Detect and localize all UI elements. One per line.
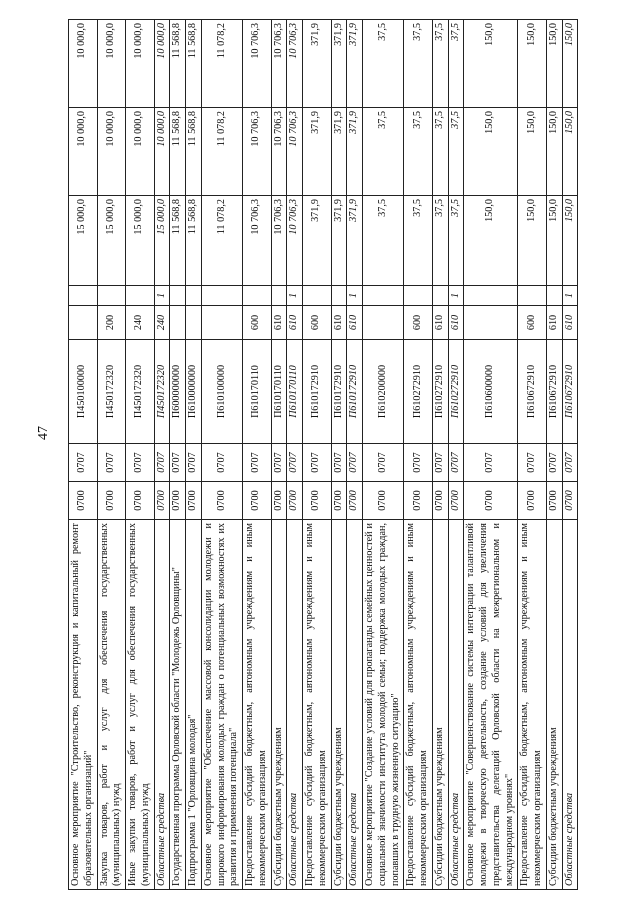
section-code-cell: 0700: [562, 482, 578, 520]
subsection-code-cell: 0707: [243, 444, 272, 482]
amount-col2-cell: 10 706,3: [287, 108, 303, 196]
table-row: [363, 20, 404, 890]
row-name-cell: Государственная программа Орловской области "Молодежь Орловщины": [170, 520, 186, 890]
amount-col2-cell: 150,0: [518, 108, 547, 196]
table-row: [287, 20, 303, 890]
target-article-cell: П610200000: [363, 340, 404, 444]
target-article-cell: П610272910: [404, 340, 433, 444]
table-row: [546, 20, 562, 890]
section-code-cell: 0700: [154, 482, 170, 520]
amount-col1-cell: 15 000,0: [69, 196, 98, 286]
table-row: [518, 20, 547, 890]
amount-col2-cell: 37,5: [448, 108, 464, 196]
expense-type-cell: 240: [126, 306, 155, 340]
expense-type-cell: 610: [287, 306, 303, 340]
source-flag-cell: [331, 286, 347, 306]
expense-type-cell: 610: [448, 306, 464, 340]
table-row: [170, 20, 186, 890]
section-code-cell: 0700: [546, 482, 562, 520]
source-flag-cell: [303, 286, 332, 306]
target-article-cell: П610672910: [518, 340, 547, 444]
amount-col1-cell: 15 000,0: [154, 196, 170, 286]
section-code-cell: 0700: [186, 482, 202, 520]
expense-type-cell: [69, 306, 98, 340]
section-code-cell: 0700: [432, 482, 448, 520]
amount-col3-cell: 11 568,8: [170, 20, 186, 108]
source-flag-cell: [69, 286, 98, 306]
section-code-cell: 0700: [303, 482, 332, 520]
row-name-cell: Предоставление субсидий бюджетным, автономным учреждениям и иным некоммерческим организациям: [404, 520, 433, 890]
amount-col2-cell: 37,5: [432, 108, 448, 196]
subsection-code-cell: 0707: [154, 444, 170, 482]
row-name-cell: Предоставление субсидий бюджетным, автономным учреждениям и иным некоммерческим организациям: [303, 520, 332, 890]
expense-type-cell: 610: [546, 306, 562, 340]
amount-col1-cell: 371,9: [303, 196, 332, 286]
subsection-code-cell: 0707: [432, 444, 448, 482]
amount-col2-cell: 10 000,0: [154, 108, 170, 196]
source-flag-cell: [186, 286, 202, 306]
subsection-code-cell: 0707: [287, 444, 303, 482]
target-article-cell: П450100000: [69, 340, 98, 444]
expense-type-cell: 610: [347, 306, 363, 340]
subsection-code-cell: 0707: [518, 444, 547, 482]
amount-col2-cell: 371,9: [347, 108, 363, 196]
amount-col2-cell: 11 568,8: [170, 108, 186, 196]
section-code-cell: 0700: [287, 482, 303, 520]
subsection-code-cell: 0707: [347, 444, 363, 482]
table-row: [347, 20, 363, 890]
row-name-cell: Предоставление субсидий бюджетным, автономным учреждениям и иным некоммерческим организациям: [518, 520, 547, 890]
amount-col3-cell: 150,0: [546, 20, 562, 108]
subsection-code-cell: 0707: [363, 444, 404, 482]
amount-col2-cell: 10 000,0: [97, 108, 126, 196]
amount-col2-cell: 10 000,0: [126, 108, 155, 196]
target-article-cell: П610272910: [448, 340, 464, 444]
row-name-cell: Областные средства: [287, 520, 303, 890]
amount-col2-cell: 150,0: [546, 108, 562, 196]
target-article-cell: П450172320: [154, 340, 170, 444]
target-article-cell: П600000000: [170, 340, 186, 444]
source-flag-cell: [518, 286, 547, 306]
source-flag-cell: [464, 286, 518, 306]
table-row: [464, 20, 518, 890]
amount-col1-cell: 371,9: [347, 196, 363, 286]
amount-col2-cell: 37,5: [404, 108, 433, 196]
amount-col3-cell: 10 706,3: [271, 20, 287, 108]
amount-col1-cell: 150,0: [562, 196, 578, 286]
amount-col1-cell: 10 706,3: [287, 196, 303, 286]
section-code-cell: 0700: [347, 482, 363, 520]
target-article-cell: П610000000: [186, 340, 202, 444]
table-row: [448, 20, 464, 890]
section-code-cell: 0700: [271, 482, 287, 520]
table-row: [69, 20, 98, 890]
expense-type-cell: 600: [518, 306, 547, 340]
section-code-cell: 0700: [170, 482, 186, 520]
amount-col1-cell: 10 706,3: [271, 196, 287, 286]
budget-table: [68, 19, 578, 890]
row-name-cell: Подпрограмма 1 "Орловщина молодая": [186, 520, 202, 890]
target-article-cell: П610172910: [303, 340, 332, 444]
amount-col3-cell: 11 078,2: [201, 20, 242, 108]
subsection-code-cell: 0707: [448, 444, 464, 482]
section-code-cell: 0700: [69, 482, 98, 520]
amount-col3-cell: 371,9: [347, 20, 363, 108]
amount-col1-cell: 37,5: [432, 196, 448, 286]
amount-col2-cell: 11 568,8: [186, 108, 202, 196]
table-body: [69, 20, 578, 890]
expense-type-cell: 610: [271, 306, 287, 340]
row-name-cell: Субсидии бюджетным учреждениям: [546, 520, 562, 890]
section-code-cell: 0700: [448, 482, 464, 520]
target-article-cell: П610172910: [331, 340, 347, 444]
subsection-code-cell: 0707: [201, 444, 242, 482]
target-article-cell: П610170110: [287, 340, 303, 444]
amount-col3-cell: 11 568,8: [186, 20, 202, 108]
table-row: [154, 20, 170, 890]
amount-col2-cell: 10 706,3: [271, 108, 287, 196]
table-row: [562, 20, 578, 890]
row-name-cell: Основное мероприятие "Создание условий для пропаганды семейных ценностей и социальной значимости института молодой семьи; поддержка молодых граждан, попавших в трудную жизненную ситуацию": [363, 520, 404, 890]
amount-col1-cell: 11 568,8: [170, 196, 186, 286]
section-code-cell: 0700: [243, 482, 272, 520]
amount-col3-cell: 10 000,0: [69, 20, 98, 108]
source-flag-cell: [404, 286, 433, 306]
expense-type-cell: 600: [243, 306, 272, 340]
source-flag-cell: 1: [347, 286, 363, 306]
amount-col3-cell: 150,0: [464, 20, 518, 108]
section-code-cell: 0700: [126, 482, 155, 520]
amount-col1-cell: 11 568,8: [186, 196, 202, 286]
source-flag-cell: [432, 286, 448, 306]
amount-col1-cell: 11 078,2: [201, 196, 242, 286]
section-code-cell: 0700: [404, 482, 433, 520]
amount-col3-cell: 371,9: [331, 20, 347, 108]
amount-col1-cell: 371,9: [331, 196, 347, 286]
table-row: [404, 20, 433, 890]
amount-col1-cell: 150,0: [518, 196, 547, 286]
row-name-cell: Областные средства: [448, 520, 464, 890]
amount-col3-cell: 10 706,3: [287, 20, 303, 108]
target-article-cell: П610170110: [243, 340, 272, 444]
amount-col2-cell: 10 000,0: [69, 108, 98, 196]
row-name-cell: Субсидии бюджетным учреждениям: [271, 520, 287, 890]
table-row: [303, 20, 332, 890]
amount-col2-cell: 150,0: [562, 108, 578, 196]
amount-col2-cell: 371,9: [331, 108, 347, 196]
amount-col3-cell: 37,5: [363, 20, 404, 108]
subsection-code-cell: 0707: [271, 444, 287, 482]
source-flag-cell: [126, 286, 155, 306]
target-article-cell: П610172910: [347, 340, 363, 444]
target-article-cell: П610672910: [562, 340, 578, 444]
target-article-cell: П610600000: [464, 340, 518, 444]
amount-col2-cell: 371,9: [303, 108, 332, 196]
section-code-cell: 0700: [97, 482, 126, 520]
subsection-code-cell: 0707: [186, 444, 202, 482]
subsection-code-cell: 0707: [546, 444, 562, 482]
section-code-cell: 0700: [201, 482, 242, 520]
expense-type-cell: 600: [303, 306, 332, 340]
target-article-cell: П610100000: [201, 340, 242, 444]
row-name-cell: Основное мероприятие "Строительство, реконструкция и капитальный ремонт образовательных организаций": [69, 520, 98, 890]
amount-col1-cell: 37,5: [448, 196, 464, 286]
source-flag-cell: [243, 286, 272, 306]
row-name-cell: Субсидии бюджетным учреждениям: [331, 520, 347, 890]
subsection-code-cell: 0707: [303, 444, 332, 482]
table-row: [186, 20, 202, 890]
amount-col1-cell: 37,5: [404, 196, 433, 286]
page-number: 47: [36, 426, 51, 440]
amount-col1-cell: 37,5: [363, 196, 404, 286]
source-flag-cell: [201, 286, 242, 306]
amount-col3-cell: 37,5: [448, 20, 464, 108]
target-article-cell: П610272910: [432, 340, 448, 444]
target-article-cell: П450172320: [97, 340, 126, 444]
amount-col3-cell: 10 000,0: [126, 20, 155, 108]
amount-col3-cell: 150,0: [518, 20, 547, 108]
subsection-code-cell: 0707: [97, 444, 126, 482]
subsection-code-cell: 0707: [69, 444, 98, 482]
expense-type-cell: 610: [331, 306, 347, 340]
amount-col2-cell: 150,0: [464, 108, 518, 196]
subsection-code-cell: 0707: [464, 444, 518, 482]
expense-type-cell: [363, 306, 404, 340]
source-flag-cell: [170, 286, 186, 306]
section-code-cell: 0700: [331, 482, 347, 520]
amount-col3-cell: 371,9: [303, 20, 332, 108]
expense-type-cell: [201, 306, 242, 340]
row-name-cell: Субсидии бюджетным учреждениям: [432, 520, 448, 890]
expense-type-cell: 240: [154, 306, 170, 340]
expense-type-cell: [186, 306, 202, 340]
section-code-cell: 0700: [518, 482, 547, 520]
source-flag-cell: [546, 286, 562, 306]
amount-col1-cell: 15 000,0: [97, 196, 126, 286]
section-code-cell: 0700: [464, 482, 518, 520]
expense-type-cell: [464, 306, 518, 340]
table-row: [331, 20, 347, 890]
amount-col3-cell: 10 706,3: [243, 20, 272, 108]
source-flag-cell: 1: [287, 286, 303, 306]
subsection-code-cell: 0707: [170, 444, 186, 482]
expense-type-cell: 610: [432, 306, 448, 340]
source-flag-cell: 1: [448, 286, 464, 306]
amount-col3-cell: 10 000,0: [154, 20, 170, 108]
amount-col3-cell: 10 000,0: [97, 20, 126, 108]
amount-col1-cell: 15 000,0: [126, 196, 155, 286]
amount-col1-cell: 10 706,3: [243, 196, 272, 286]
source-flag-cell: [271, 286, 287, 306]
row-name-cell: Закупка товаров, работ и услуг для обеспечения государственных (муниципальных) нужд: [97, 520, 126, 890]
table-row: [432, 20, 448, 890]
target-article-cell: П610672910: [546, 340, 562, 444]
target-article-cell: П610170110: [271, 340, 287, 444]
amount-col3-cell: 37,5: [432, 20, 448, 108]
section-code-cell: 0700: [363, 482, 404, 520]
amount-col3-cell: 37,5: [404, 20, 433, 108]
row-name-cell: Областные средства: [562, 520, 578, 890]
expense-type-cell: 200: [97, 306, 126, 340]
expense-type-cell: 600: [404, 306, 433, 340]
source-flag-cell: 1: [562, 286, 578, 306]
subsection-code-cell: 0707: [126, 444, 155, 482]
row-name-cell: Основное мероприятие "Обеспечение массовой консолидации молодежи и широкого информирования молодых граждан о потенциальных возможностях их развития и применения потенциала": [201, 520, 242, 890]
row-name-cell: Областные средства: [154, 520, 170, 890]
table-row: [243, 20, 272, 890]
row-name-cell: Основное мероприятие "Совершенствование системы интеграции талантливой молодежи в творческую деятельность, создание условий для увеличения представительства делегаций Орловской области на межрегиональном и международном уровнях": [464, 520, 518, 890]
table-row: [201, 20, 242, 890]
row-name-cell: Иные закупки товаров, работ и услуг для обеспечения государственных (муниципальных) нужд: [126, 520, 155, 890]
subsection-code-cell: 0707: [404, 444, 433, 482]
expense-type-cell: [170, 306, 186, 340]
source-flag-cell: [363, 286, 404, 306]
source-flag-cell: 1: [154, 286, 170, 306]
table-row: [126, 20, 155, 890]
amount-col2-cell: 37,5: [363, 108, 404, 196]
amount-col1-cell: 150,0: [464, 196, 518, 286]
row-name-cell: Областные средства: [347, 520, 363, 890]
row-name-cell: Предоставление субсидий бюджетным, автономным учреждениям и иным некоммерческим организациям: [243, 520, 272, 890]
subsection-code-cell: 0707: [562, 444, 578, 482]
expense-type-cell: 610: [562, 306, 578, 340]
target-article-cell: П450172320: [126, 340, 155, 444]
amount-col1-cell: 150,0: [546, 196, 562, 286]
table-row: [271, 20, 287, 890]
table-row: [97, 20, 126, 890]
source-flag-cell: [97, 286, 126, 306]
amount-col2-cell: 10 706,3: [243, 108, 272, 196]
amount-col2-cell: 11 078,2: [201, 108, 242, 196]
amount-col3-cell: 150,0: [562, 20, 578, 108]
subsection-code-cell: 0707: [331, 444, 347, 482]
